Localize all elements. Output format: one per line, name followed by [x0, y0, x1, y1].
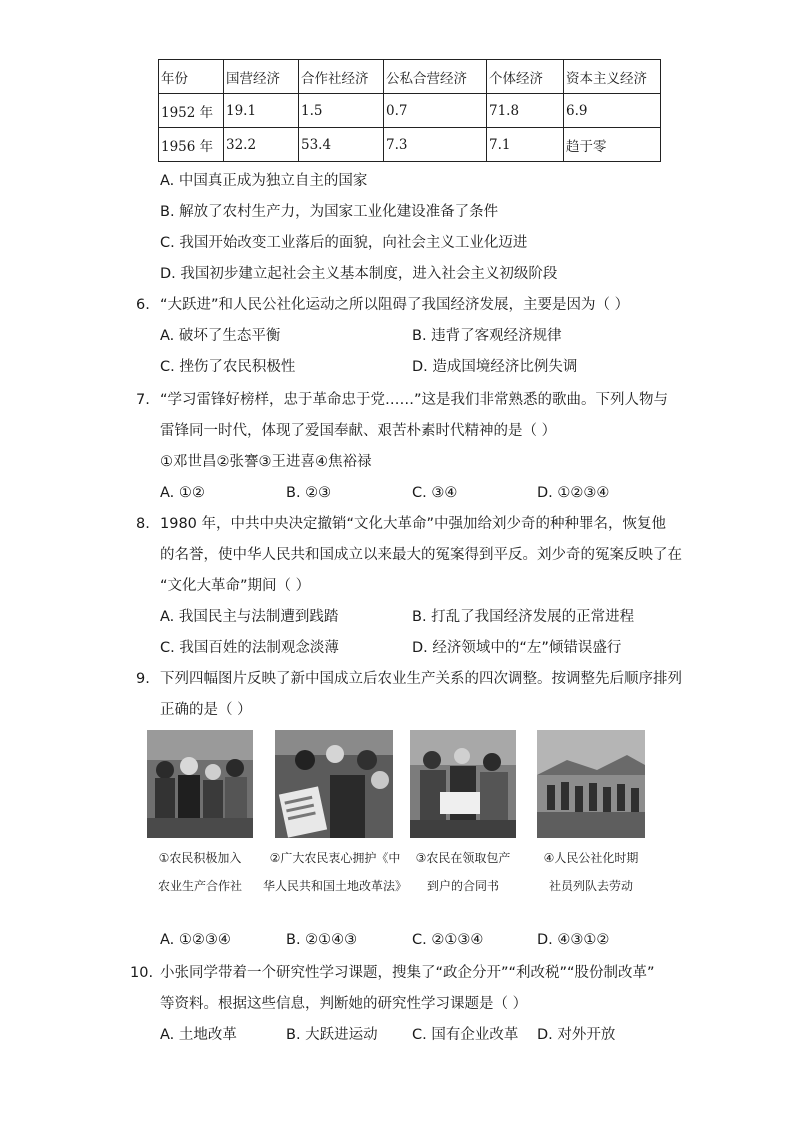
table-header: 国营经济 [224, 60, 299, 94]
q10-option-a: A. 土地改革 [160, 1027, 237, 1043]
table-header: 公私合营经济 [384, 60, 487, 94]
table-header: 合作社经济 [299, 60, 384, 94]
q9-option-a: A. ①②③④ [160, 932, 231, 948]
table-cell: 趋于零 [564, 128, 661, 162]
photo-caption-4 [531, 850, 651, 894]
q7-stem-line: 雷锋同一时代，体现了爱国奉献、艰苦朴素时代精神的是（ ） [160, 423, 557, 439]
q5-option-c: C. 我国开始改变工业落后的面貌，向社会主义工业化迈进 [160, 235, 528, 251]
caption-line: ①农民积极加入 [158, 851, 242, 865]
q10-stem-line: 小张同学带着一个研究性学习课题，搜集了“政企分开”“利改税”“股份制改革” [160, 965, 655, 981]
q10-option-d: D. 对外开放 [537, 1027, 616, 1043]
q8-stem-line: 1980 年，中共中央决定撤销“文化大革命”中强加给刘少奇的种种罪名，恢复他 [160, 516, 667, 532]
table-cell: 0.7 [384, 94, 487, 128]
q8-option-b: B. 打乱了我国经济发展的正常进程 [412, 609, 635, 625]
q9-stem-line: 正确的是（ ） [160, 702, 252, 718]
caption-line: ②广大农民衷心拥护《中 [269, 851, 401, 865]
q5-option-b: B. 解放了农村生产力，为国家工业化建设准备了条件 [160, 204, 499, 220]
q8-stem-line: “文化大革命”期间（ ） [160, 578, 311, 594]
q7-option-c: C. ③④ [412, 485, 458, 501]
q9-stem-line: 下列四幅图片反映了新中国成立后农业生产关系的四次调整。按调整先后顺序排列 [160, 671, 682, 687]
q7-number: 7. [136, 392, 150, 408]
table-header: 年份 [159, 60, 224, 94]
photo-commune-labor [537, 730, 645, 838]
q6-option-c: C. 挫伤了农民积极性 [160, 359, 296, 375]
q10-stem-line: 等资料。根据这些信息，判断她的研究性学习课题是（ ） [160, 996, 528, 1012]
q9-option-c: C. ②①③④ [412, 932, 484, 948]
q5-option-a: A. 中国真正成为独立自主的国家 [160, 173, 368, 189]
q8-option-d: D. 经济领域中的“左”倾错误盛行 [412, 640, 622, 656]
q9-option-d: D. ④③①② [537, 932, 610, 948]
q9-number: 9. [136, 671, 150, 687]
table-cell: 53.4 [299, 128, 384, 162]
q7-option-d: D. ①②③④ [537, 485, 610, 501]
q7-stem-line: “学习雷锋好榜样，忠于革命忠于党……”这是我们非常熟悉的歌曲。下列人物与 [160, 392, 669, 408]
photo-contract [410, 730, 516, 838]
photo-caption-3 [403, 850, 523, 894]
table-cell: 71.8 [487, 94, 564, 128]
q6-number: 6. [136, 297, 150, 313]
q10-option-c: C. 国有企业改革 [412, 1027, 519, 1043]
caption-line: 农业生产合作社 [157, 879, 242, 893]
table-header: 资本主义经济 [564, 60, 661, 94]
photo-caption-2 [260, 850, 410, 894]
table-cell: 7.3 [384, 128, 487, 162]
q6-option-d: D. 造成国境经济比例失调 [412, 359, 578, 375]
table-header-row [159, 60, 661, 94]
table-row [159, 94, 661, 128]
table-cell: 1956 年 [159, 128, 224, 162]
table-header: 个体经济 [487, 60, 564, 94]
q6-option-b: B. 违背了客观经济规律 [412, 328, 562, 344]
table-row [159, 128, 661, 162]
photo-cooperative [147, 730, 253, 838]
q7-stem-line: ①邓世昌②张謇③王进喜④焦裕禄 [160, 454, 372, 470]
q7-option-a: A. ①② [160, 485, 205, 501]
caption-line: 华人民共和国土地改革法》 [262, 879, 407, 893]
table-cell: 1952 年 [159, 94, 224, 128]
table-cell: 32.2 [224, 128, 299, 162]
q7-option-b: B. ②③ [286, 485, 332, 501]
caption-line: 社员列队去劳动 [548, 879, 633, 893]
q5-option-d: D. 我国初步建立起社会主义基本制度，进入社会主义初级阶段 [160, 266, 558, 282]
q9-option-b: B. ②①④③ [286, 932, 358, 948]
q8-number: 8. [136, 516, 150, 532]
q8-option-a: A. 我国民主与法制遭到践踏 [160, 609, 339, 625]
caption-line: ④人民公社化时期 [543, 851, 639, 865]
photo-caption-1 [140, 850, 260, 894]
table-cell: 1.5 [299, 94, 384, 128]
q10-number: 10. [130, 965, 154, 981]
q8-stem-line: 的名誉，使中华人民共和国成立以来最大的冤案得到平反。刘少奇的冤案反映了在 [160, 547, 682, 563]
table-cell: 7.1 [487, 128, 564, 162]
caption-line: 到户的合同书 [426, 879, 499, 893]
economy-table [158, 59, 661, 162]
q8-option-c: C. 我国百姓的法制观念淡薄 [160, 640, 339, 656]
caption-line: ③农民在领取包产 [415, 851, 511, 865]
photo-land-reform [275, 730, 393, 838]
q6-stem: “大跃进”和人民公社化运动之所以阻碍了我国经济发展，主要是因为（ ） [160, 297, 630, 313]
q6-option-a: A. 破坏了生态平衡 [160, 328, 281, 344]
q10-option-b: B. 大跃进运动 [286, 1027, 378, 1043]
table-cell: 19.1 [224, 94, 299, 128]
table-cell: 6.9 [564, 94, 661, 128]
